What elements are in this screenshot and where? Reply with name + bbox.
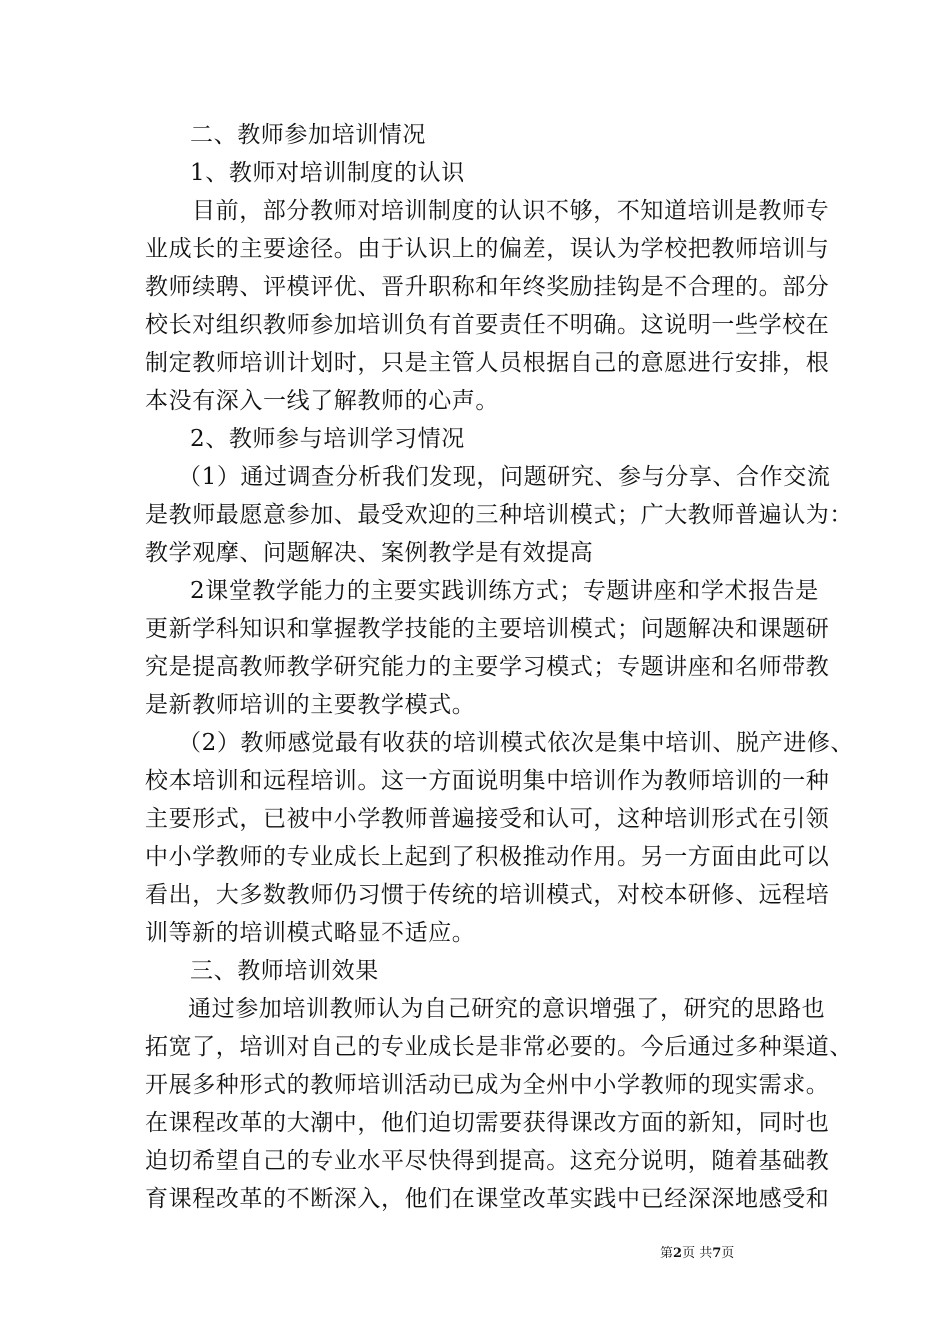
paragraph-line: （1）通过调查分析我们发现，问题研究、参与分享、合作交流 [178, 464, 831, 490]
paragraph-line: 通过参加培训教师认为自己研究的意识增强了，研究的思路也 [188, 996, 826, 1022]
paragraph-line: 教师续聘、评模评优、晋升职称和年终奖励挂钩是不合理的。部分 [145, 274, 830, 300]
paragraph-line: 迫切希望自己的专业水平尽快得到提高。这充分说明，随着基础教 [145, 1148, 830, 1174]
subheading-1: 1、教师对培训制度的认识 [190, 160, 465, 186]
paragraph-line: 开展多种形式的教师培训活动已成为全州中小学教师的现实需求。 [145, 1072, 830, 1098]
footer-suffix: 页 [721, 1246, 735, 1261]
paragraph-line: 业成长的主要途径。由于认识上的偏差，误认为学校把教师培训与 [145, 236, 830, 262]
paragraph-line: 教学观摩、问题解决、案例教学是有效提高 [145, 540, 594, 566]
paragraph-line: 制定教师培训计划时，只是主管人员根据自己的意愿进行安排，根 [145, 350, 830, 376]
paragraph-line: 更新学科知识和掌握教学技能的主要培训模式；问题解决和课题研 [145, 616, 830, 642]
total-pages-number: 7 [712, 1246, 722, 1261]
paragraph-line: 育课程改革的不断深入，他们在课堂改革实践中已经深深地感受和 [145, 1186, 830, 1212]
paragraph-line: 是教师最愿意参加、最受欢迎的三种培训模式；广大教师普遍认为： [145, 502, 853, 528]
subheading-2: 2、教师参与培训学习情况 [190, 426, 465, 452]
paragraph-line: 本没有深入一线了解教师的心声。 [145, 388, 499, 414]
paragraph-line: 校本培训和远程培训。这一方面说明集中培训作为教师培训的一种 [145, 768, 830, 794]
section-heading-2: 二、教师参加培训情况 [190, 122, 426, 148]
footer-prefix: 第 [660, 1246, 674, 1261]
page-footer [660, 1245, 734, 1263]
paragraph-line: 校长对组织教师参加培训负有首要责任不明确。这说明一些学校在 [145, 312, 830, 338]
paragraph-line: 目前，部分教师对培训制度的认识不够，不知道培训是教师专 [192, 198, 830, 224]
paragraph-line: （2）教师感觉最有收获的培训模式依次是集中培训、脱产进修、 [178, 730, 855, 756]
paragraph-line: 是新教师培训的主要教学模式。 [145, 692, 476, 718]
paragraph-line: 在课程改革的大潮中，他们迫切需要获得课改方面的新知，同时也 [145, 1110, 830, 1136]
current-page-number: 2 [673, 1246, 683, 1261]
section-heading-3: 三、教师培训效果 [190, 958, 379, 984]
footer-middle: 页 共 [682, 1246, 713, 1261]
paragraph-line: 看出，大多数教师仍习惯于传统的培训模式，对校本研修、远程培 [145, 882, 830, 908]
paragraph-line: 训等新的培训模式略显不适应。 [145, 920, 476, 946]
paragraph-line: 中小学教师的专业成长上起到了积极推动作用。另一方面由此可以 [145, 844, 830, 870]
paragraph-line: 拓宽了，培训对自己的专业成长是非常必要的。今后通过多种渠道、 [145, 1034, 853, 1060]
paragraph-line: 2课堂教学能力的主要实践训练方式；专题讲座和学术报告是 [190, 578, 819, 604]
paragraph-line: 主要形式，已被中小学教师普遍接受和认可，这种培训形式在引领 [145, 806, 830, 832]
paragraph-line: 究是提高教师教学研究能力的主要学习模式；专题讲座和名师带教 [145, 654, 830, 680]
